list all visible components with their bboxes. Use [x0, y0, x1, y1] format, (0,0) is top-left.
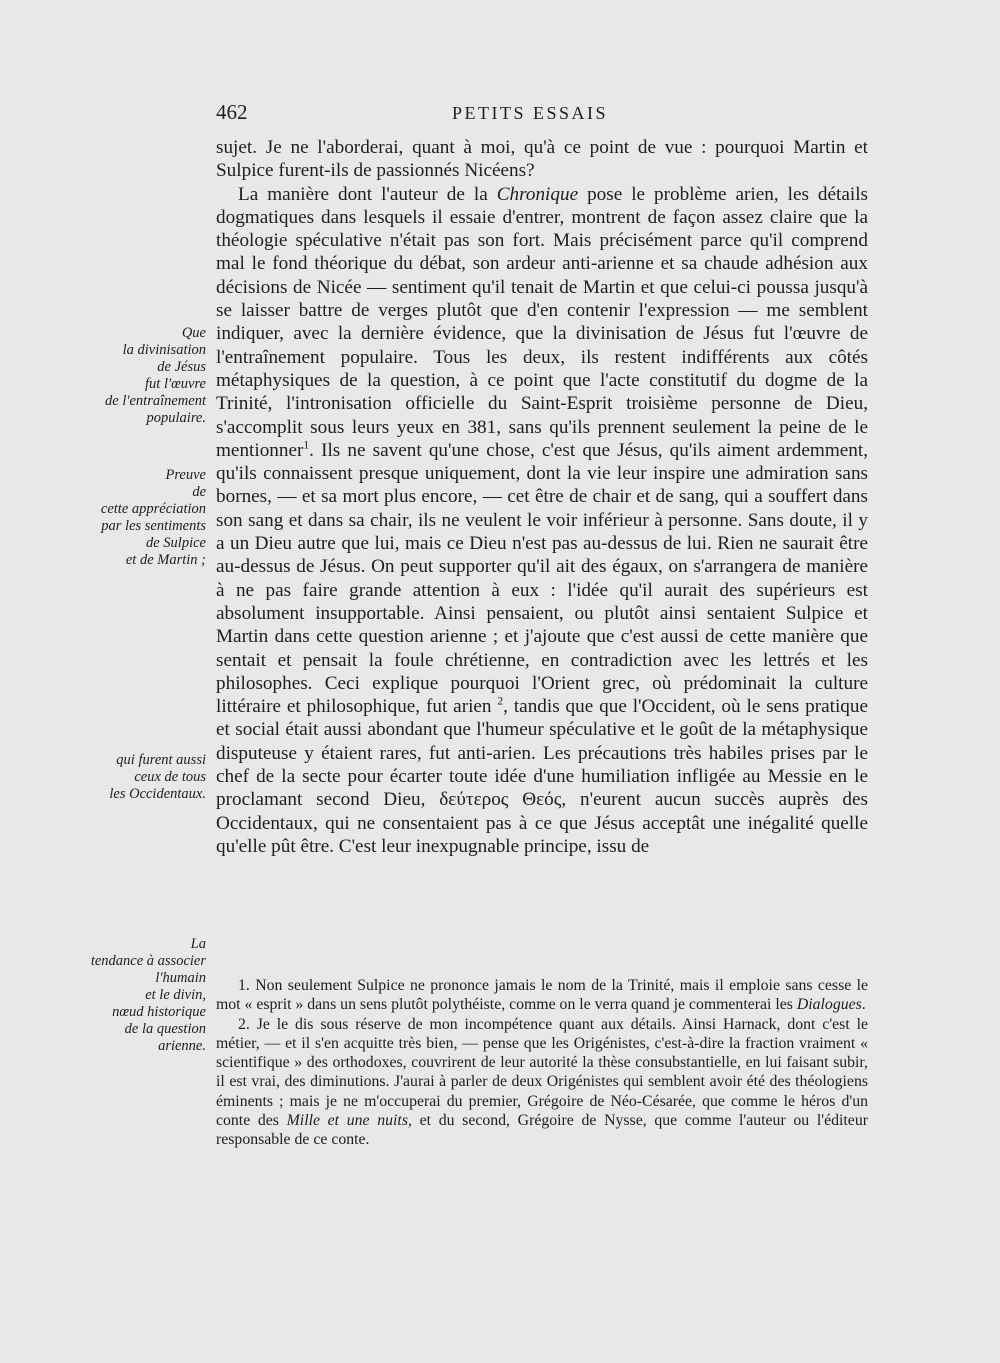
- running-title: PETITS ESSAIS: [452, 103, 609, 123]
- text-run: , tandis que que l'Occident, où le sens pratique et social était aussi abondant que l'humeur spéculative et le goût de la métaphysique disputeuse y étaient rares, fut anti-arien. Les précautions très habiles prises par le chef de la secte pour écarter toute idée d'une humiliation infligée au Messie en le proclamant second Dieu, δεύτερος Θεός, n'eurent aucun succès auprès des Occidentaux, qui ne consentaient pas à ce que Jésus acceptât une inégalité quelle qu'elle pût être. C'est leur inexpugnable principe, issu de: [216, 696, 869, 857]
- footnote-ref-2[interactable]: 2: [497, 695, 504, 708]
- margin-note-line: populaire.: [146, 410, 206, 426]
- text-run: , et du second, Grégoire de Nysse, que comme l'auteur ou l'éditeur responsable de ce conte.: [216, 1112, 868, 1149]
- paragraph-2: [216, 183, 868, 859]
- margin-note-line: de Jésus: [157, 359, 206, 375]
- margin-note-line: de: [192, 484, 206, 500]
- margin-note-line: les Occidentaux.: [109, 786, 206, 802]
- margin-note-line: de Sulpice: [146, 535, 206, 551]
- margin-note-line: par les sentiments: [101, 518, 206, 534]
- margin-note-line: et de Martin ;: [125, 552, 206, 568]
- footnote-1: [216, 976, 868, 1015]
- footnote-2: [216, 1015, 868, 1150]
- italic-title-dialogues: Dialogues: [796, 996, 862, 1014]
- margin-note-line: cette appréciation: [100, 501, 206, 517]
- text-run: La manière dont l'auteur de la: [238, 183, 497, 205]
- text-run: 2. Je le dis sous réserve de mon incompétence quant aux détails. Ainsi Harnack, dont c'est le métier, — et il s'en acquitte très bien, — pense que les Origénistes, c'est-à-dire la fraction vraiment « scientifique » des orthodoxes, couvrirent de leur autorité la thèse consubstantielle, en lui faisant subir, il est vrai, des diminutions. J'aurai à parler de deux Origénistes qui semblent avoir été des théologiens éminents ; mais je ne m'occuperai du premier, Grégoire de Néo-Césarée, que comme le héros d'un conte des: [216, 1015, 868, 1130]
- text-run: 1. Non seulement Sulpice ne prononce jamais le nom de la Trinité, mais il emploie sans cesse le mot « esprit » dans un sens plutôt polythéiste, comme on le verra quand je commenterai les: [216, 977, 868, 1014]
- main-text: [216, 136, 868, 858]
- page-number: 462: [216, 100, 248, 124]
- margin-note-line: ceux de tous: [134, 769, 206, 785]
- text-run: .: [861, 996, 866, 1014]
- text-run: . Ils ne savent qu'une chose, c'est que Jésus, qu'ils aiment ardemment, qu'ils connaissent presque uniquement, dont la vie leur inspire une admiration sans bornes, — et sa mort plus encore, — cet être de chair et de sang, qui a souffert dans son sang et dans sa chair, ils ne veulent le voir inférieur à personne. Sans doute, il y a un Dieu autre que lui, mais ce Dieu n'est pas au-dessus de lui. Rien ne saurait être au-dessus de Jésus. On peut supporter qu'il ait des égaux, on s'arrangera de manière à ne pas faire grande attention à eux : l'idée qu'il aurait des supérieurs est absolument insupportable. Ainsi pensaient, ou plutôt ainsi sentaient Sulpice et Martin dans cette question arienne ; et j'ajoute que c'est aussi de cette manière que sentait et pensait la foule chrétienne, en contradiction avec les lettrés et les philosophes. Ceci explique pourquoi l'Orient grec, où prédominait la culture littéraire et philosophique, fut arien: [216, 439, 868, 718]
- footnotes: [216, 976, 868, 1150]
- margin-note-tendance: [56, 936, 206, 1055]
- margin-note-divinisation: [56, 325, 206, 427]
- margin-note-line: Que: [181, 325, 206, 341]
- margin-note-occidentaux: [56, 752, 206, 803]
- italic-title-chronique: Chronique: [496, 183, 579, 205]
- margin-notes: [70, 0, 206, 1363]
- margin-note-line: l'humain: [155, 970, 206, 986]
- margin-note-line: de l'entraînement: [105, 393, 206, 409]
- margin-note-line: de la question: [124, 1021, 206, 1037]
- margin-note-line: nœud historique: [112, 1004, 206, 1020]
- margin-note-line: qui furent aussi: [116, 752, 206, 768]
- margin-note-line: La: [190, 936, 206, 952]
- italic-title-mille-et-une-nuits: Mille et une nuits: [286, 1112, 408, 1130]
- margin-note-line: et le divin,: [145, 987, 206, 1003]
- margin-note-line: Preuve: [165, 467, 206, 483]
- margin-note-line: tendance à associer: [90, 953, 206, 969]
- footnote-ref-1[interactable]: 1: [303, 439, 310, 452]
- margin-note-line: arienne.: [158, 1038, 206, 1054]
- text-run: pose le problème arien, les détails dogmatiques dans lesquels il essaie d'entrer, montrent de façon assez claire que la théologie spéculative n'était pas son fort. Mais précisément parce qu'il comprend mal le fond théorique du débat, son ardeur anti-arienne et sa chaude adhésion aux décisions de Nicée — sentiment qu'il tenait de Martin et que celui-ci poussa jusqu'à se laisser battre de verges plutôt que d'en contenir l'expression — me semblent indiquer, avec la dernière évidence, que la divinisation de Jésus fut l'œuvre de l'entraînement populaire. Tous les deux, ils restent indifférents aux côtés métaphysiques de la question, à ce point que l'acte constitutif du dogme de la Trinité, l'intronisation officielle du Saint-Esprit troisième personne de Dieu, s'accomplit sous leurs yeux en 381, sans qu'ils prennent seulement la peine de le mentionner: [216, 183, 868, 461]
- margin-note-line: la divinisation: [122, 342, 206, 358]
- margin-note-preuve: [56, 467, 206, 569]
- margin-note-line: fut l'œuvre: [145, 376, 206, 392]
- page-header: [216, 100, 868, 130]
- paragraph-1: sujet. Je ne l'aborderai, quant à moi, qu'à ce point de vue : pourquoi Martin et Sulpice furent-ils de passionnés Nicéens?: [216, 137, 868, 182]
